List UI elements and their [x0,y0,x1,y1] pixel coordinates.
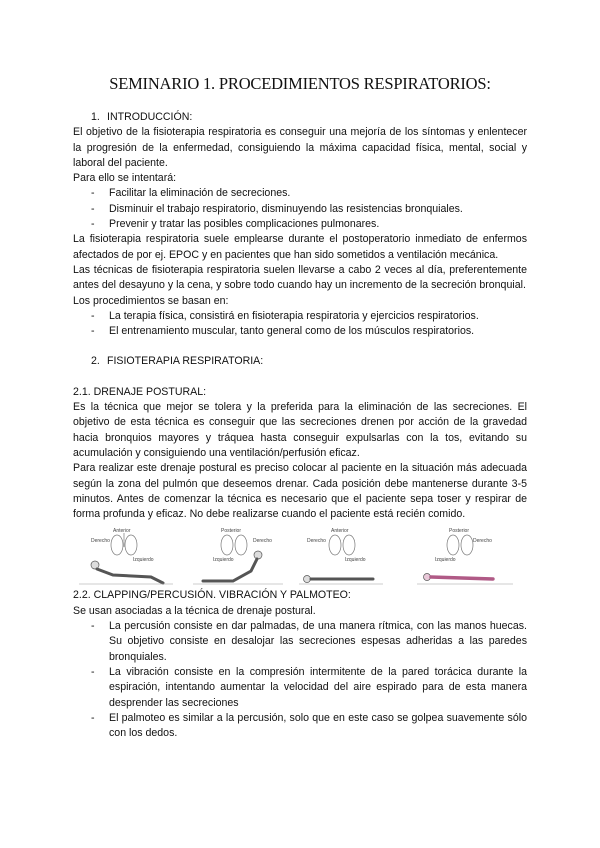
paragraph: Las técnicas de fisioterapia respiratoria suelen llevarse a cabo 2 veces al día, preferentemente antes del desayuno y la cena, y sobre todo cuando hay un incremento de la secreción bronquial. [73,263,527,292]
section-heading-text: FISIOTERAPIA RESPIRATORIA: [107,355,264,368]
patient-body [431,577,493,579]
paragraph: El objetivo de la fisioterapia respiratoria es conseguir una mejoría de los síntomas y enlentecer la progresión de la enfermedad, consiguiendo la máxima capacidad física, mental, social y laboral del paciente. [73,126,527,169]
list-item: - La percusión consiste en dar palmadas, de una manera rítmica, con las manos huecas. Su objetivo consiste en desalojar las secreciones espesas adheridas a las paredes bronquiales. [73,619,527,665]
paragraph: Para realizar este drenaje postural es preciso colocar al paciente en la situación más adecuada según la zona del pulmón que deseemos drenar. Cada posición debe mantenerse durante 3-5 minutos. Antes de comenzar la técnica es necesario que el paciente sepa toser y respirar de forma profunda y eficaz. No debe realizarse cuando el paciente está recién comido. [73,462,527,521]
paragraph: Es la técnica que mejor se tolera y la preferida para la eliminación de las secreciones. El objetivo de esta técnica es conseguir que las secreciones drenen por acción de la gravedad hacia bronquios mayores y tráquea hasta conseguir expulsarlas con la tos, evitando su acumulación y consiguiendo una ventilación/perfusión eficaz. [73,401,527,459]
paragraph: La fisioterapia respiratoria suele emplearse durante el postoperatorio inmediato de enfermos afectados de por ej. EPOC y en pacientes que han sido sometidos a ventilación mecánica. [73,233,527,261]
figure-label-izquierdo: Izquierdo [345,557,366,564]
section-heading-introduccion [73,110,527,125]
position-panel-3 [299,528,383,584]
lung-left-shape [329,535,341,555]
position-panel-2 [193,528,283,584]
paragraph: Para ello se intentará: [73,172,177,185]
section-number: 2. [91,355,100,368]
figure-label-izquierdo: Izquierdo [213,557,234,564]
list-item: - Disminuir el trabajo respiratorio, disminuyendo las resistencias bronquiales. [73,202,527,217]
list-item: - Prevenir y tratar las posibles complicaciones pulmonares. [73,217,527,232]
figure-label-derecho: Derecho [473,538,492,545]
lung-left-shape [447,535,459,555]
lung-right-shape [125,535,137,555]
patient-head [254,551,262,559]
list-item: - La terapia física, consistirá en fisioterapia respiratoria y ejercicios respiratorios. [73,309,527,324]
paragraph: Los procedimientos se basan en: [73,294,229,307]
list-item: - Facilitar la eliminación de secreciones. [73,186,527,201]
drainage-positions-illustration [73,525,527,587]
drainage-positions-figure [73,525,527,587]
spacer [73,370,527,385]
figure-label-anterior: Anterior [113,528,131,535]
lung-right-shape [235,535,247,555]
figure-label-derecho: Derecho [307,538,326,545]
list-item: - El palmoteo es similar a la percusión, solo que en este caso se golpea suavemente sólo con los dedos. [73,711,527,742]
figure-label-derecho: Derecho [253,538,272,545]
patient-head [304,576,311,583]
dash-list [73,186,527,232]
lung-left-shape [221,535,233,555]
lung-right-shape [461,535,473,555]
position-panel-1 [79,528,173,584]
section-heading-fisioterapia [73,354,527,369]
list-item: - La vibración consiste en la compresión intermitente de la pared torácica durante la espiración, intentando aumentar la velocidad del aire espirado para de esta manera desprender las secreciones [73,665,527,711]
document-body [73,110,527,741]
figure-label-derecho: Derecho [91,538,110,545]
figure-label-posterior: Posterior [221,528,242,535]
figure-label-izquierdo: Izquierdo [435,557,456,564]
dash-list [73,309,527,340]
subsection-heading-drenaje: 2.1. DRENAJE POSTURAL: [73,385,207,398]
section-heading-text: INTRODUCCIÓN: [107,111,193,123]
lung-right-shape [343,535,355,555]
list-item: - El entrenamiento muscular, tanto general como de los músculos respiratorios. [73,324,527,339]
document-title: SEMINARIO 1. PROCEDIMIENTOS RESPIRATORIOS: [109,74,491,93]
figure-label-posterior: Posterior [449,528,470,535]
spacer [73,339,527,354]
position-panel-4 [417,528,513,584]
lung-left-shape [111,535,123,555]
section-number: 1. [91,111,100,123]
figure-label-izquierdo: Izquierdo [133,557,154,564]
subsection-heading-clapping: 2.2. CLAPPING/PERCUSIÓN. VIBRACIÓN Y PALMOTEO: [73,589,351,602]
paragraph: Se usan asociadas a la técnica de drenaje postural. [73,604,316,617]
figure-label-anterior: Anterior [331,528,349,535]
dash-list [73,619,527,741]
patient-body [97,569,163,583]
